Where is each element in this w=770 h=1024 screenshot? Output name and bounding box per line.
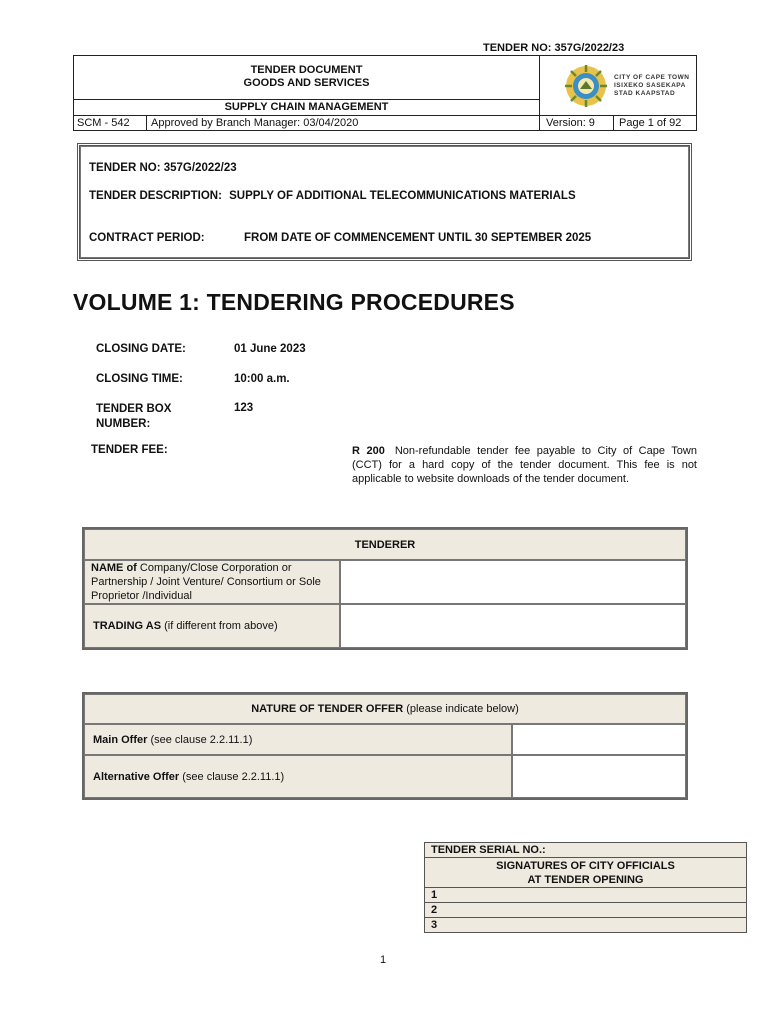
- signature-row-1[interactable]: 1: [425, 888, 747, 903]
- approval-note: Approved by Branch Manager: 03/04/2020: [147, 115, 540, 131]
- signatures-heading: [425, 858, 747, 888]
- tender-fee-text: Non-refundable tender fee payable to City of Cape Town (CCT) for a hard copy of the tender document. This fee is not applicable to website downloads of the tender document.: [352, 445, 697, 485]
- tender-info-box: [77, 143, 692, 261]
- trading-as-field[interactable]: [340, 604, 686, 648]
- closing-time-value: 10:00 a.m.: [234, 373, 290, 385]
- page-count-label: Page 1 of 92: [614, 115, 697, 131]
- city-logo: [540, 56, 697, 115]
- document-title-line-1: TENDER DOCUMENT: [250, 64, 363, 76]
- signature-row-2[interactable]: 2: [425, 903, 747, 918]
- header-tender-number: TENDER NO: 357G/2022/23: [483, 42, 625, 54]
- tender-serial-label: TENDER SERIAL NO.:: [425, 843, 747, 858]
- alternative-offer-rest: (see clause 2.2.11.1): [182, 770, 285, 783]
- tenderer-name-bold: NAME of: [91, 562, 137, 574]
- signatures-heading-1: SIGNATURES OF CITY OFFICIALS: [496, 859, 675, 872]
- document-title-line-2: GOODS AND SERVICES: [243, 77, 370, 89]
- info-contract-period: [89, 232, 591, 244]
- city-name-lines: [614, 74, 689, 98]
- description-label: TENDER DESCRIPTION:: [89, 190, 222, 202]
- main-offer-rest: (see clause 2.2.11.1): [150, 733, 253, 746]
- department-name: SUPPLY CHAIN MANAGEMENT: [74, 99, 540, 115]
- volume-title: VOLUME 1: TENDERING PROCEDURES: [73, 289, 515, 315]
- alternative-offer-bold: Alternative Offer: [93, 770, 180, 783]
- closing-time-label: CLOSING TIME:: [96, 373, 183, 385]
- document-header-table: [73, 55, 697, 131]
- version-label: Version: 9: [540, 115, 614, 131]
- logo-line-3: STAD KAAPSTAD: [614, 90, 676, 97]
- tenderer-name-rest: Company/Close Corporation or Partnership / Joint Venture/ Consortium or Sole Proprietor /Individual: [91, 562, 321, 602]
- tender-box-label-1: TENDER BOX: [96, 403, 172, 415]
- info-tender-number: TENDER NO: 357G/2022/23: [89, 162, 237, 174]
- trading-as-bold: TRADING AS: [93, 620, 162, 632]
- contract-value: FROM DATE OF COMMENCEMENT UNTIL 30 SEPTEMBER 2025: [244, 232, 592, 244]
- tender-fee-label: TENDER FEE:: [91, 444, 168, 456]
- trading-as-label: [84, 604, 340, 648]
- tenderer-table: [82, 527, 688, 650]
- tenderer-heading: TENDERER: [84, 529, 686, 560]
- tenderer-name-field[interactable]: [340, 560, 686, 604]
- tenderer-name-label: [84, 560, 340, 604]
- trading-as-rest: (if different from above): [164, 620, 278, 632]
- page-number: 1: [380, 954, 387, 966]
- offer-heading-bold: NATURE OF TENDER OFFER: [251, 703, 404, 715]
- description-value: SUPPLY OF ADDITIONAL TELECOMMUNICATIONS MATERIALS: [229, 190, 576, 202]
- city-crest-icon: [564, 64, 608, 108]
- signature-row-3[interactable]: 3: [425, 918, 747, 933]
- tender-fee-amount: R 200: [352, 445, 385, 457]
- info-description: [89, 190, 576, 202]
- document-title: [74, 56, 540, 99]
- offer-heading-rest: (please indicate below): [406, 703, 519, 715]
- tender-offer-table: [82, 692, 688, 800]
- closing-date-value: 01 June 2023: [234, 343, 306, 355]
- closing-date-label: CLOSING DATE:: [96, 343, 186, 355]
- offer-heading: [84, 694, 686, 724]
- tender-box-label: [96, 402, 171, 432]
- signatures-heading-2: AT TENDER OPENING: [527, 873, 644, 886]
- main-offer-bold: Main Offer: [93, 733, 148, 746]
- signatures-table: [424, 842, 747, 933]
- form-code: SCM - 542: [74, 115, 147, 131]
- tender-box-value: 123: [234, 402, 254, 414]
- tender-fee-description: [352, 444, 697, 486]
- tender-box-label-2: NUMBER:: [96, 418, 151, 430]
- main-offer-field[interactable]: [512, 724, 686, 755]
- logo-line-2: ISIXEKO SASEKAPA: [614, 82, 686, 89]
- contract-label: CONTRACT PERIOD:: [89, 232, 205, 244]
- alternative-offer-field[interactable]: [512, 755, 686, 798]
- main-offer-label: [84, 724, 512, 755]
- alternative-offer-label: [84, 755, 512, 798]
- logo-line-1: CITY OF CAPE TOWN: [614, 74, 690, 81]
